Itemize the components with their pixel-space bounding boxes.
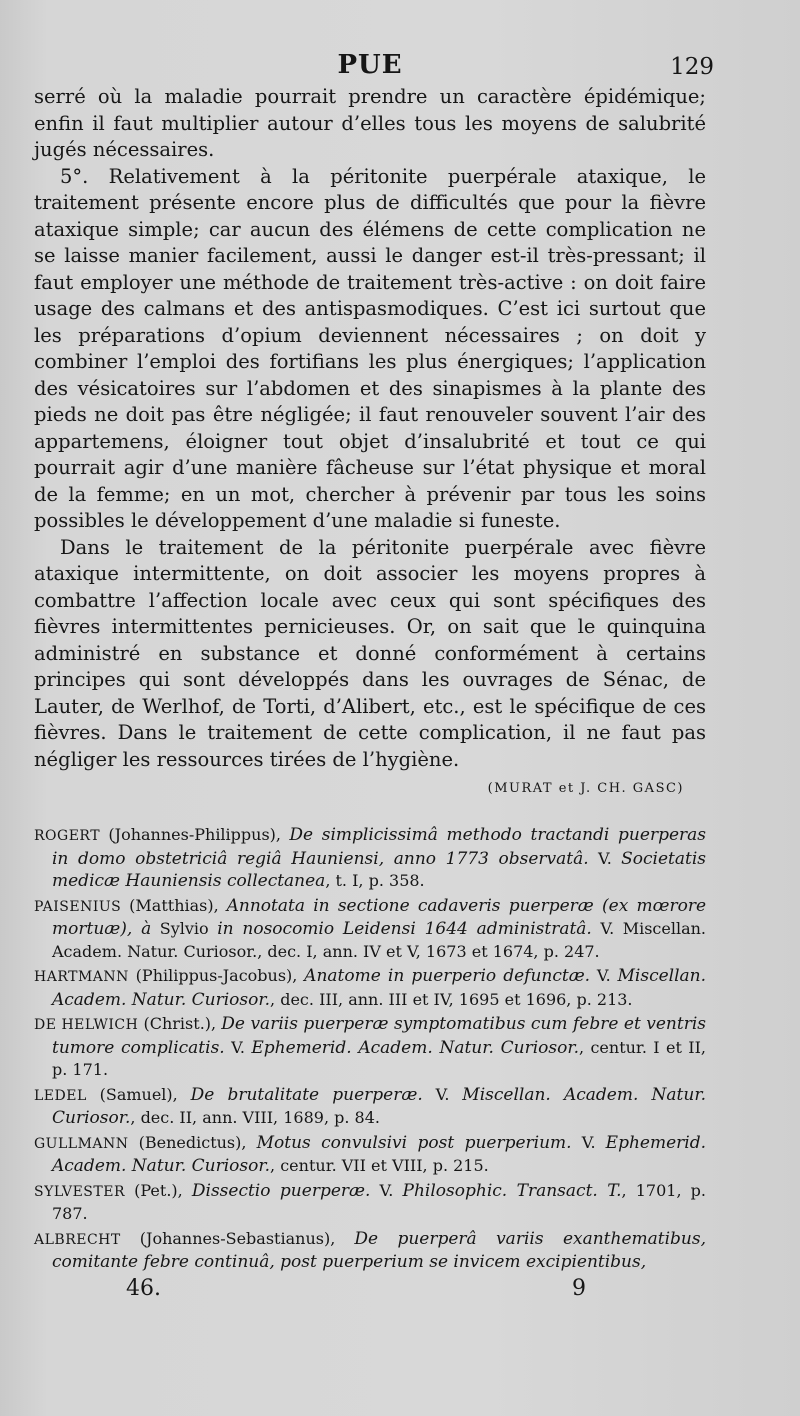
reference-source-prefix: V.	[370, 1180, 403, 1200]
reference-entry	[34, 895, 706, 964]
reference-details: , dec. II, ann. VIII, 1689, p. 84.	[130, 1108, 380, 1127]
main-text	[34, 84, 706, 773]
signature-marks	[34, 1276, 706, 1306]
reference-author: GULLMANN	[34, 1135, 129, 1152]
reference-title: Motus convulsivi post puerperium.	[256, 1132, 572, 1153]
reference-forename: (Pet.),	[125, 1180, 192, 1200]
paragraph-intermittent-fever: Dans le traitement de la péritonite puerpérale avec fièvre ataxique intermittente, on doit associer les moyens propres à combattre l’affection locale avec ceux qui sont spécifiques des fièvres intermittentes pernicieuses. Or, on sait que le quinquina administré en substance et donné conformément à certains principes qui sont développés dans les ouvrages de Sénac, de Lauter, de Werlhof, de Torti, d’Alibert, etc., est le spécifique de ces fièvres. Dans le traitement de cette complication, il ne faut pas négliger les ressources tirées de l’hygiène.	[34, 535, 706, 771]
reference-source: Miscellan. Academ. Natur. Curiosor.	[52, 1084, 706, 1128]
reference-author: SYLVESTER	[34, 1183, 125, 1200]
reference-details: , dec. III, ann. III et IV, 1695 et 1696, p. 213.	[270, 989, 633, 1009]
reference-title: Annotata in sectione cadaveris puerperæ (ex mœrore mortuæ), à	[52, 895, 707, 939]
reference-entry	[34, 824, 706, 893]
reference-title: Anatome in puerperio defunctæ.	[304, 966, 591, 986]
reference-source: Ephemerid. Academ. Natur. Curiosor.	[52, 1132, 706, 1176]
reference-author: PAISENIUS	[34, 898, 122, 915]
reference-entry	[34, 1180, 706, 1226]
reference-entry	[34, 965, 706, 1011]
signature-mark-left: 46.	[126, 1275, 161, 1301]
authors-signature: (MURAT et J. CH. GASC)	[487, 781, 684, 796]
reference-source: Ephemerid. Academ. Natur. Curiosor.	[251, 1037, 579, 1058]
reference-author: HARTMANN	[34, 969, 129, 985]
reference-source: Societatis medicæ Hauniensis collectanea	[52, 848, 706, 891]
reference-source-prefix: V.	[588, 848, 622, 868]
reference-source-prefix: Sylvio	[151, 919, 218, 938]
reference-entry	[34, 1228, 706, 1274]
reference-source: in nosocomio Leidensi 1644 administratâ.	[217, 919, 592, 939]
reference-title: Dissectio puerperæ.	[191, 1180, 371, 1201]
reference-title: De brutalitate puerperæ.	[190, 1084, 423, 1105]
reference-forename: (Benedictus),	[128, 1132, 257, 1152]
reference-forename: (Johannes-Philippus),	[100, 825, 290, 844]
reference-author: LEDEL	[34, 1087, 87, 1104]
reference-forename: (Johannes-Sebastianus),	[120, 1228, 355, 1248]
reference-title: De simplicissimâ methodo tractandi puerperas in domo obstetriciâ regiâ Hauniensi, anno 1773 observatâ.	[52, 825, 706, 869]
reference-source: Miscellan. Academ. Natur. Curiosor.	[52, 966, 707, 1010]
paragraph-continuation: serré où la maladie pourrait prendre un caractère épidémique; enfin il faut multiplier autour d’elles tous les moyens de salubrité jugés nécessaires.	[34, 85, 706, 161]
signature-mark-right: 9	[572, 1275, 586, 1301]
reference-entry	[34, 1084, 706, 1130]
reference-title: De puerperâ variis exanthematibus, comitante febre continuâ, post puerperium se invicem excipientibus,	[52, 1228, 707, 1272]
reference-forename: (Philippus-Jacobus),	[128, 966, 305, 985]
running-head	[34, 50, 714, 84]
reference-source-prefix: V.	[422, 1084, 463, 1104]
reference-details: , t. I, p. 358.	[325, 871, 425, 890]
reference-details: , centur. VII et VIII, p. 215.	[270, 1156, 489, 1175]
reference-title: De variis puerperæ symptomatibus cum febre et ventris tumore complicatis.	[52, 1014, 706, 1058]
reference-author: DE HELWICH	[34, 1017, 139, 1033]
reference-details: , 1701, p. 787.	[52, 1180, 706, 1223]
reference-author: ROGERT	[34, 828, 101, 844]
reference-forename: (Matthias),	[121, 895, 227, 915]
bibliography	[34, 824, 706, 1274]
paragraph-ataxic-peritonitis: 5°. Relativement à la péritonite puerpérale ataxique, le traitement présente encore plus de difficultés que pour la fièvre ataxique simple; car aucun des élémens de cette complication ne se laisse manier facilement, aussi le danger est-il très-pressant; il faut employer une méthode de traitement très-active : on doit faire usage des calmans et des antispasmodiques. C’est ici surtout que les préparations d’opium deviennent nécessaires ; on doit y combiner l’emploi des fortifians les plus énergiques; l’application des vésicatoires sur l’abdomen et des sinapismes à la plante des pieds ne doit pas être négligée; il faut renouveler souvent l’air des appartemens, éloigner tout objet d’insalubrité et tout ce qui pourrait agir d’une manière fâcheuse sur l’état physique et moral de la femme; en un mot, chercher à prévenir par tous les soins possibles le développement d’une maladie si funeste.	[34, 164, 706, 532]
reference-author: ALBRECHT	[34, 1231, 121, 1248]
running-title: PUE	[337, 50, 403, 80]
reference-source-prefix: V.	[571, 1132, 606, 1152]
reference-entry	[34, 1132, 706, 1178]
reference-details: , centur. I et II, p. 171.	[52, 1037, 707, 1079]
reference-details: V. Miscellan. Academ. Natur. Curiosor., dec. I, ann. IV et V, 1673 et 1674, p. 247.	[52, 919, 706, 961]
reference-forename: (Samuel),	[86, 1084, 191, 1104]
reference-source-prefix: V.	[224, 1037, 252, 1057]
reference-entry	[34, 1013, 706, 1082]
reference-source-prefix: V.	[590, 966, 618, 985]
page-number: 129	[670, 54, 714, 80]
reference-source: Philosophic. Transact. T.	[402, 1180, 622, 1201]
reference-forename: (Christ.),	[138, 1014, 222, 1033]
